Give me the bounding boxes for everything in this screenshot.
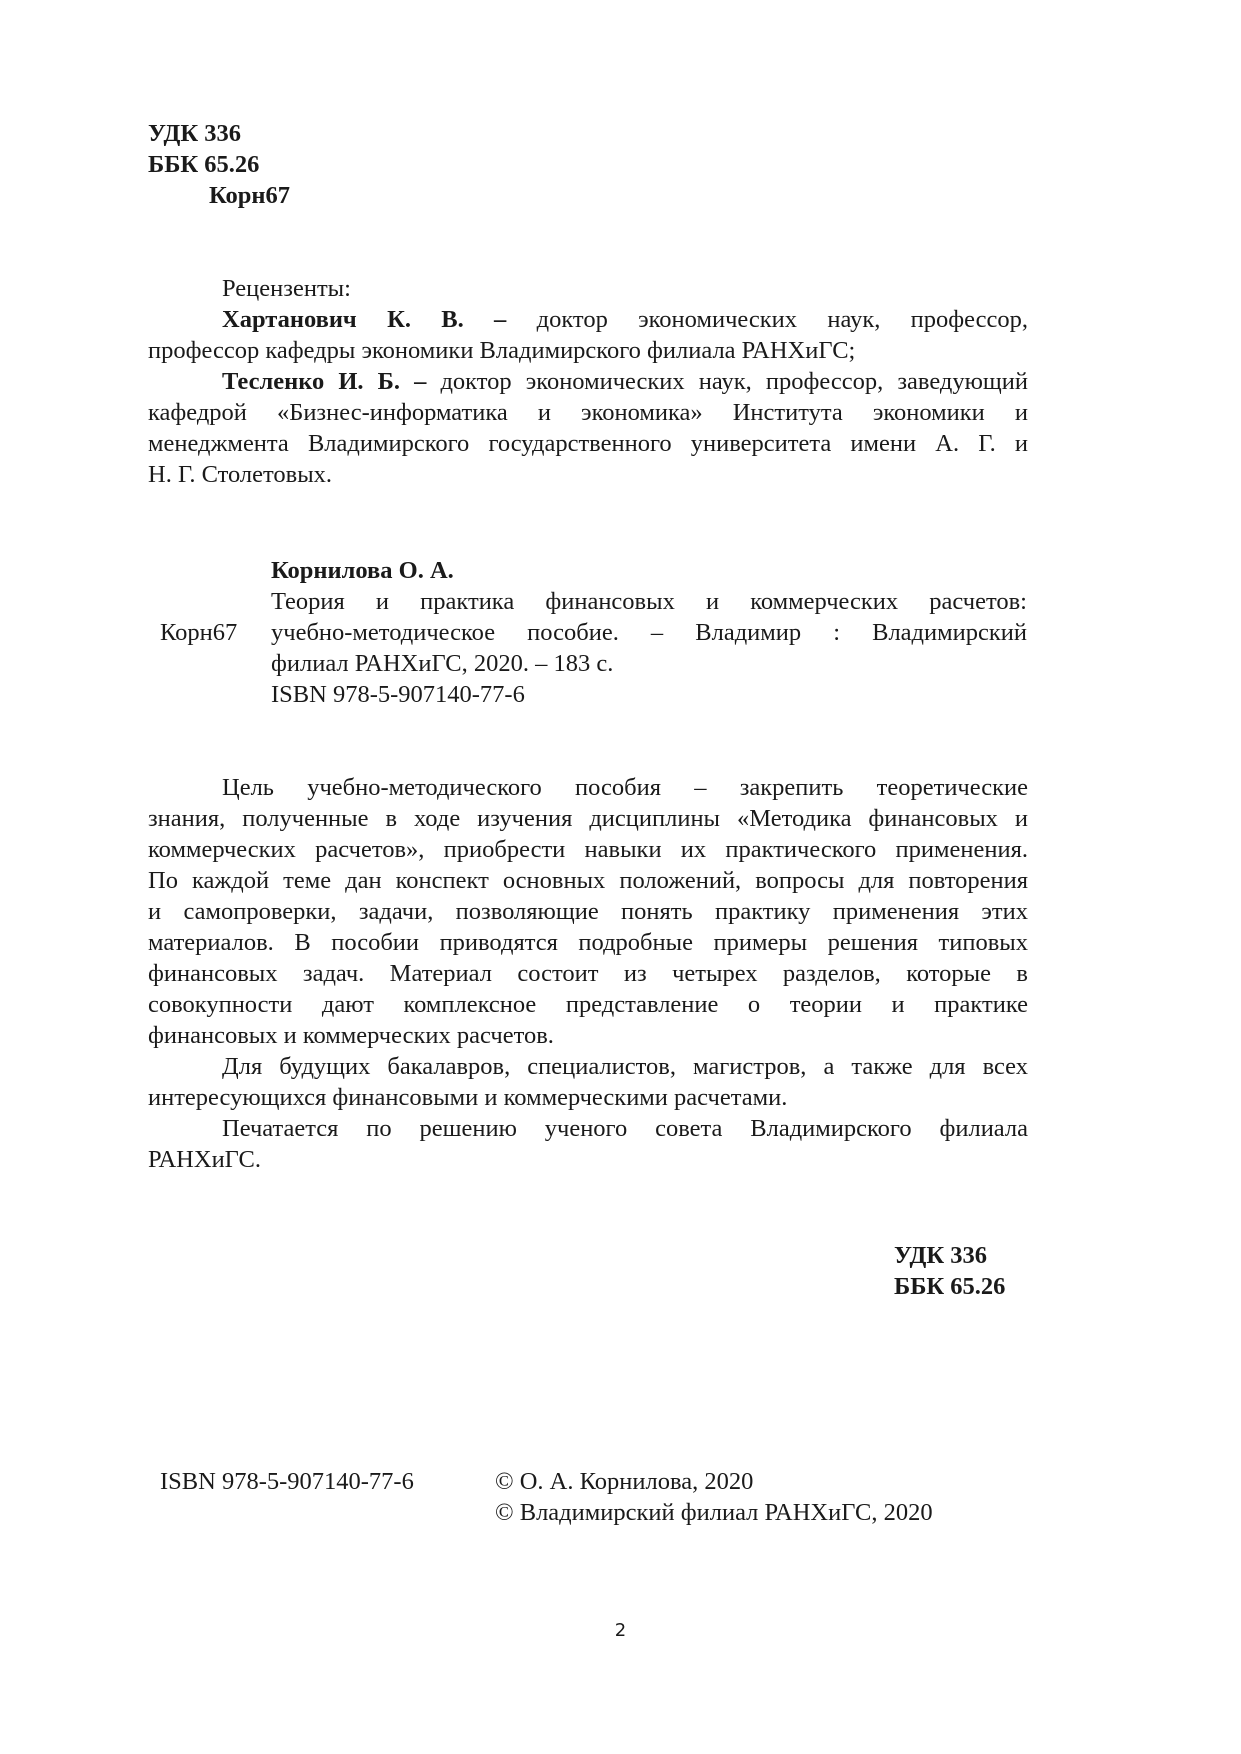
annotation-line: знания, полученные в ходе изучения дисциплины «Методика финансовых и bbox=[148, 805, 1028, 832]
annotation-line: По каждой теме дан конспект основных положений, вопросы для повторения bbox=[148, 867, 1028, 894]
reviewer1-name: Хартанович К. В. – bbox=[222, 306, 507, 333]
header-udk: УДК 336 bbox=[148, 120, 241, 147]
annotation-line: Для будущих бакалавров, специалистов, магистров, а также для всех bbox=[222, 1053, 1028, 1080]
reviewer1-title: доктор экономических наук, профессор, bbox=[536, 306, 1029, 333]
page-number: 2 bbox=[614, 1620, 627, 1641]
annotation-line: и самопроверки, задачи, позволяющие понять практику применения этих bbox=[148, 898, 1028, 925]
annotation-line: коммерческих расчетов», приобрести навыки их практического применения. bbox=[148, 836, 1028, 863]
copyright-isbn: ISBN 978-5-907140-77-6 bbox=[160, 1468, 414, 1495]
footer-bbk: ББК 65.26 bbox=[894, 1273, 1006, 1300]
catalog-author: Корнилова О. А. bbox=[271, 557, 454, 584]
reviewer1-line1 bbox=[148, 304, 1028, 335]
catalog-line3: филиал РАНХиГС, 2020. – 183 с. bbox=[271, 650, 614, 677]
copyright-block bbox=[495, 1466, 933, 1528]
annotation-line: Печатается по решению ученого совета Владимирского филиала bbox=[222, 1115, 1028, 1142]
annotation bbox=[148, 772, 1028, 1175]
reviewer2-name: Тесленко И. Б. – bbox=[222, 368, 427, 395]
annotation-paragraph-2 bbox=[148, 1051, 1028, 1113]
copyright-publisher: © Владимирский филиал РАНХиГС, 2020 bbox=[495, 1499, 933, 1526]
annotation-line: финансовых и коммерческих расчетов. bbox=[148, 1022, 554, 1049]
catalog-line2: учебно-методическое пособие. – Владимир : Владимирский bbox=[271, 619, 1027, 646]
catalog-isbn: ISBN 978-5-907140-77-6 bbox=[271, 681, 525, 708]
header-codes bbox=[148, 118, 290, 211]
footer-udk: УДК 336 bbox=[894, 1242, 987, 1269]
reviewers-heading: Рецензенты: bbox=[222, 275, 351, 302]
reviewer2-line2: кафедрой «Бизнес-информатика и экономика» Института экономики и bbox=[148, 399, 1028, 426]
footer-codes bbox=[894, 1240, 1005, 1302]
catalog-line1: Теория и практика финансовых и коммерческих расчетов: bbox=[271, 588, 1027, 615]
reviewer2-line3: менеджмента Владимирского государственного университета имени А. Г. и bbox=[148, 430, 1028, 457]
reviewer1-line2: профессор кафедры экономики Владимирского филиала РАНХиГС; bbox=[148, 337, 856, 364]
annotation-paragraph-3 bbox=[148, 1113, 1028, 1175]
header-bbk: ББК 65.26 bbox=[148, 151, 260, 178]
reviewer2-line1 bbox=[148, 366, 1028, 397]
header-author-mark: Корн67 bbox=[209, 182, 291, 209]
annotation-line: РАНХиГС. bbox=[148, 1146, 261, 1173]
annotation-line: совокупности дают комплексное представление о теории и практике bbox=[148, 991, 1028, 1018]
catalog-author-mark: Корн67 bbox=[160, 619, 238, 646]
reviewer2-title: доктор экономических наук, профессор, заведующий bbox=[440, 368, 1028, 395]
annotation-paragraph-1 bbox=[148, 772, 1028, 1051]
annotation-line: финансовых задач. Материал состоит из четырех разделов, которые в bbox=[148, 960, 1028, 987]
annotation-line: интересующихся финансовыми и коммерческими расчетами. bbox=[148, 1084, 788, 1111]
annotation-line: Цель учебно-методического пособия – закрепить теоретические bbox=[222, 774, 1028, 801]
copyright-author: © О. А. Корнилова, 2020 bbox=[495, 1468, 754, 1495]
catalog-description bbox=[271, 586, 1027, 710]
annotation-line: материалов. В пособии приводятся подробные примеры решения типовых bbox=[148, 929, 1028, 956]
reviewers-block bbox=[148, 273, 1028, 490]
reviewer2-line4: Н. Г. Столетовых. bbox=[148, 461, 333, 488]
